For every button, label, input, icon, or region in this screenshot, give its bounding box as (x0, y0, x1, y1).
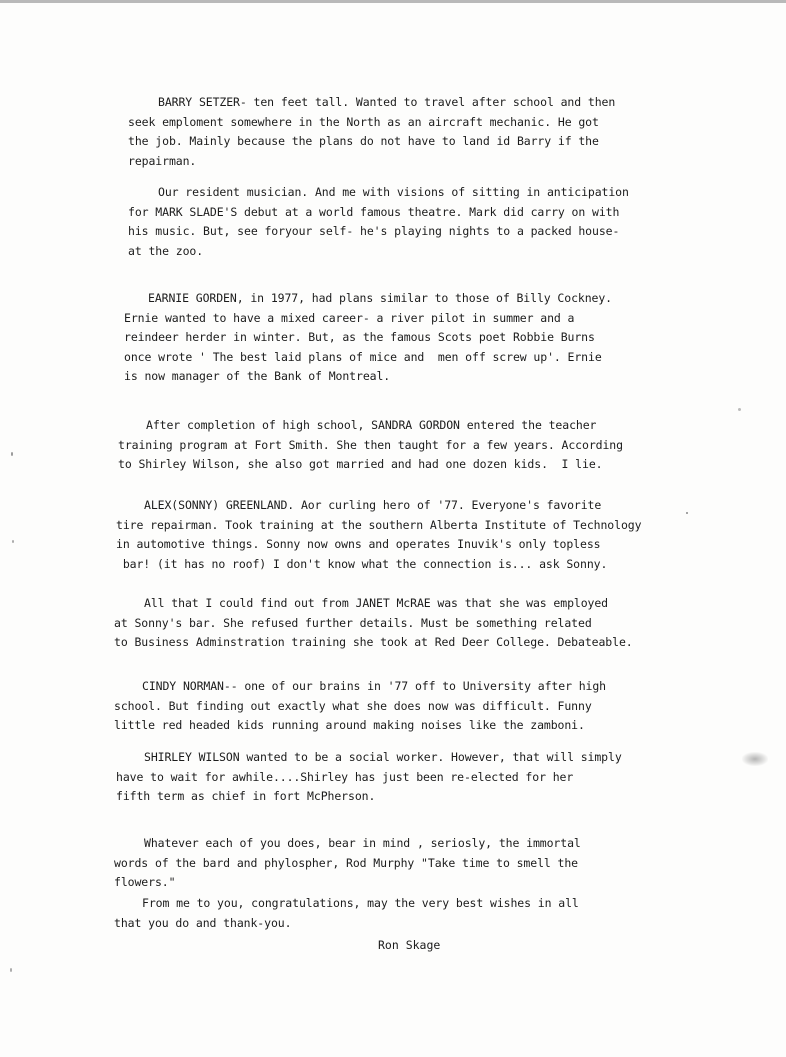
paragraph-alex-greenland (116, 496, 641, 574)
text-line: school. But finding out exactly what she does now was difficult. Funny (114, 698, 592, 713)
text-line: Our resident musician. And me with visions of sitting in anticipation (158, 185, 629, 199)
text-line: is now manager of the Bank of Montreal. (124, 369, 391, 383)
text-line: tire repairman. Took training at the southern Alberta Institute of Technology (116, 517, 642, 532)
text-line: the job. Mainly because the plans do not have to land id Barry if the (128, 134, 599, 148)
paragraph-shirley-wilson (116, 748, 622, 807)
paragraph-earnie-gorden (124, 289, 612, 387)
text-line: SHIRLEY WILSON wanted to be a social worker. However, that will simply (144, 750, 622, 764)
text-line: in automotive things. Sonny now owns and operates Inuvik's only topless (116, 537, 601, 551)
text-line: ALEX(SONNY) GREENLAND. Aor curling hero of '77. Everyone's favorite (144, 498, 602, 512)
text-line: Ernie wanted to have a mixed career- a river pilot in summer and a (124, 310, 575, 325)
text-line: From me to you, congratulations, may the very best wishes in all (142, 896, 579, 910)
text-line: BARRY SETZER- ten feet tall. Wanted to travel after school and then (158, 95, 616, 109)
paragraph-sandra-gordon (118, 416, 623, 475)
text-line: reindeer herder in winter. But, as the famous Scots poet Robbie Burns (124, 330, 595, 344)
paragraph-cindy-norman (114, 677, 606, 736)
text-line: his music. But, see foryour self- he's playing nights to a packed house- (128, 224, 620, 238)
ink-speck (11, 452, 13, 456)
text-line: seek emploment somewhere in the North as an aircraft mechanic. He got (128, 114, 599, 129)
text-line: All that I could find out from JANET McRAE was that she was employed (144, 596, 609, 610)
text-line: at the zoo. (128, 243, 204, 258)
ink-speck (738, 408, 741, 411)
ink-speck (10, 968, 12, 972)
text-line: to Business Adminstration training she took at Red Deer College. Debateable. (114, 635, 633, 649)
text-line: have to wait for awhile....Shirley has just been re-elected for her (116, 769, 574, 784)
paragraph-farewell (114, 894, 579, 933)
text-line: words of the bard and phylospher, Rod Murphy "Take time to smell the (114, 855, 579, 870)
text-line: repairman. (128, 153, 197, 168)
text-line: bar! (it has no roof) I don't know what the connection is... ask Sonny. (116, 556, 608, 571)
text-line: once wrote ' The best laid plans of mice and men off screw up'. Ernie (124, 349, 602, 364)
paragraph-barry-setzer (128, 93, 615, 171)
text-line: to Shirley Wilson, she also got married and had one dozen kids. I lie. (118, 457, 603, 471)
paragraph-closing (114, 834, 581, 893)
page-top-edge (0, 0, 786, 3)
ink-speck (12, 540, 14, 543)
text-line: flowers." (114, 875, 176, 889)
text-line: at Sonny's bar. She refused further details. Must be something related (114, 615, 592, 630)
signature: Ron Skage (378, 938, 441, 952)
text-line: little red headed kids running around making noises like the zamboni. (114, 718, 585, 732)
text-line: fifth term as chief in fort McPherson. (116, 789, 376, 803)
text-line: CINDY NORMAN-- one of our brains in '77 off to University after high (142, 679, 607, 693)
text-line: training program at Fort Smith. She then taught for a few years. According (118, 437, 623, 452)
paragraph-mark-slade (128, 183, 629, 261)
text-line: Whatever each of you does, bear in mind , seriosly, the immortal (144, 836, 581, 850)
text-line: for MARK SLADE'S debut at a world famous theatre. Mark did carry on with (128, 204, 620, 219)
ink-smudge (742, 752, 768, 766)
text-line: After completion of high school, SANDRA GORDON entered the teacher (146, 418, 597, 432)
text-line: EARNIE GORDEN, in 1977, had plans similar to those of Billy Cockney. (148, 291, 613, 305)
paragraph-janet-mcrae (114, 594, 633, 653)
text-line: that you do and thank-you. (114, 915, 292, 930)
ink-speck (686, 512, 688, 514)
